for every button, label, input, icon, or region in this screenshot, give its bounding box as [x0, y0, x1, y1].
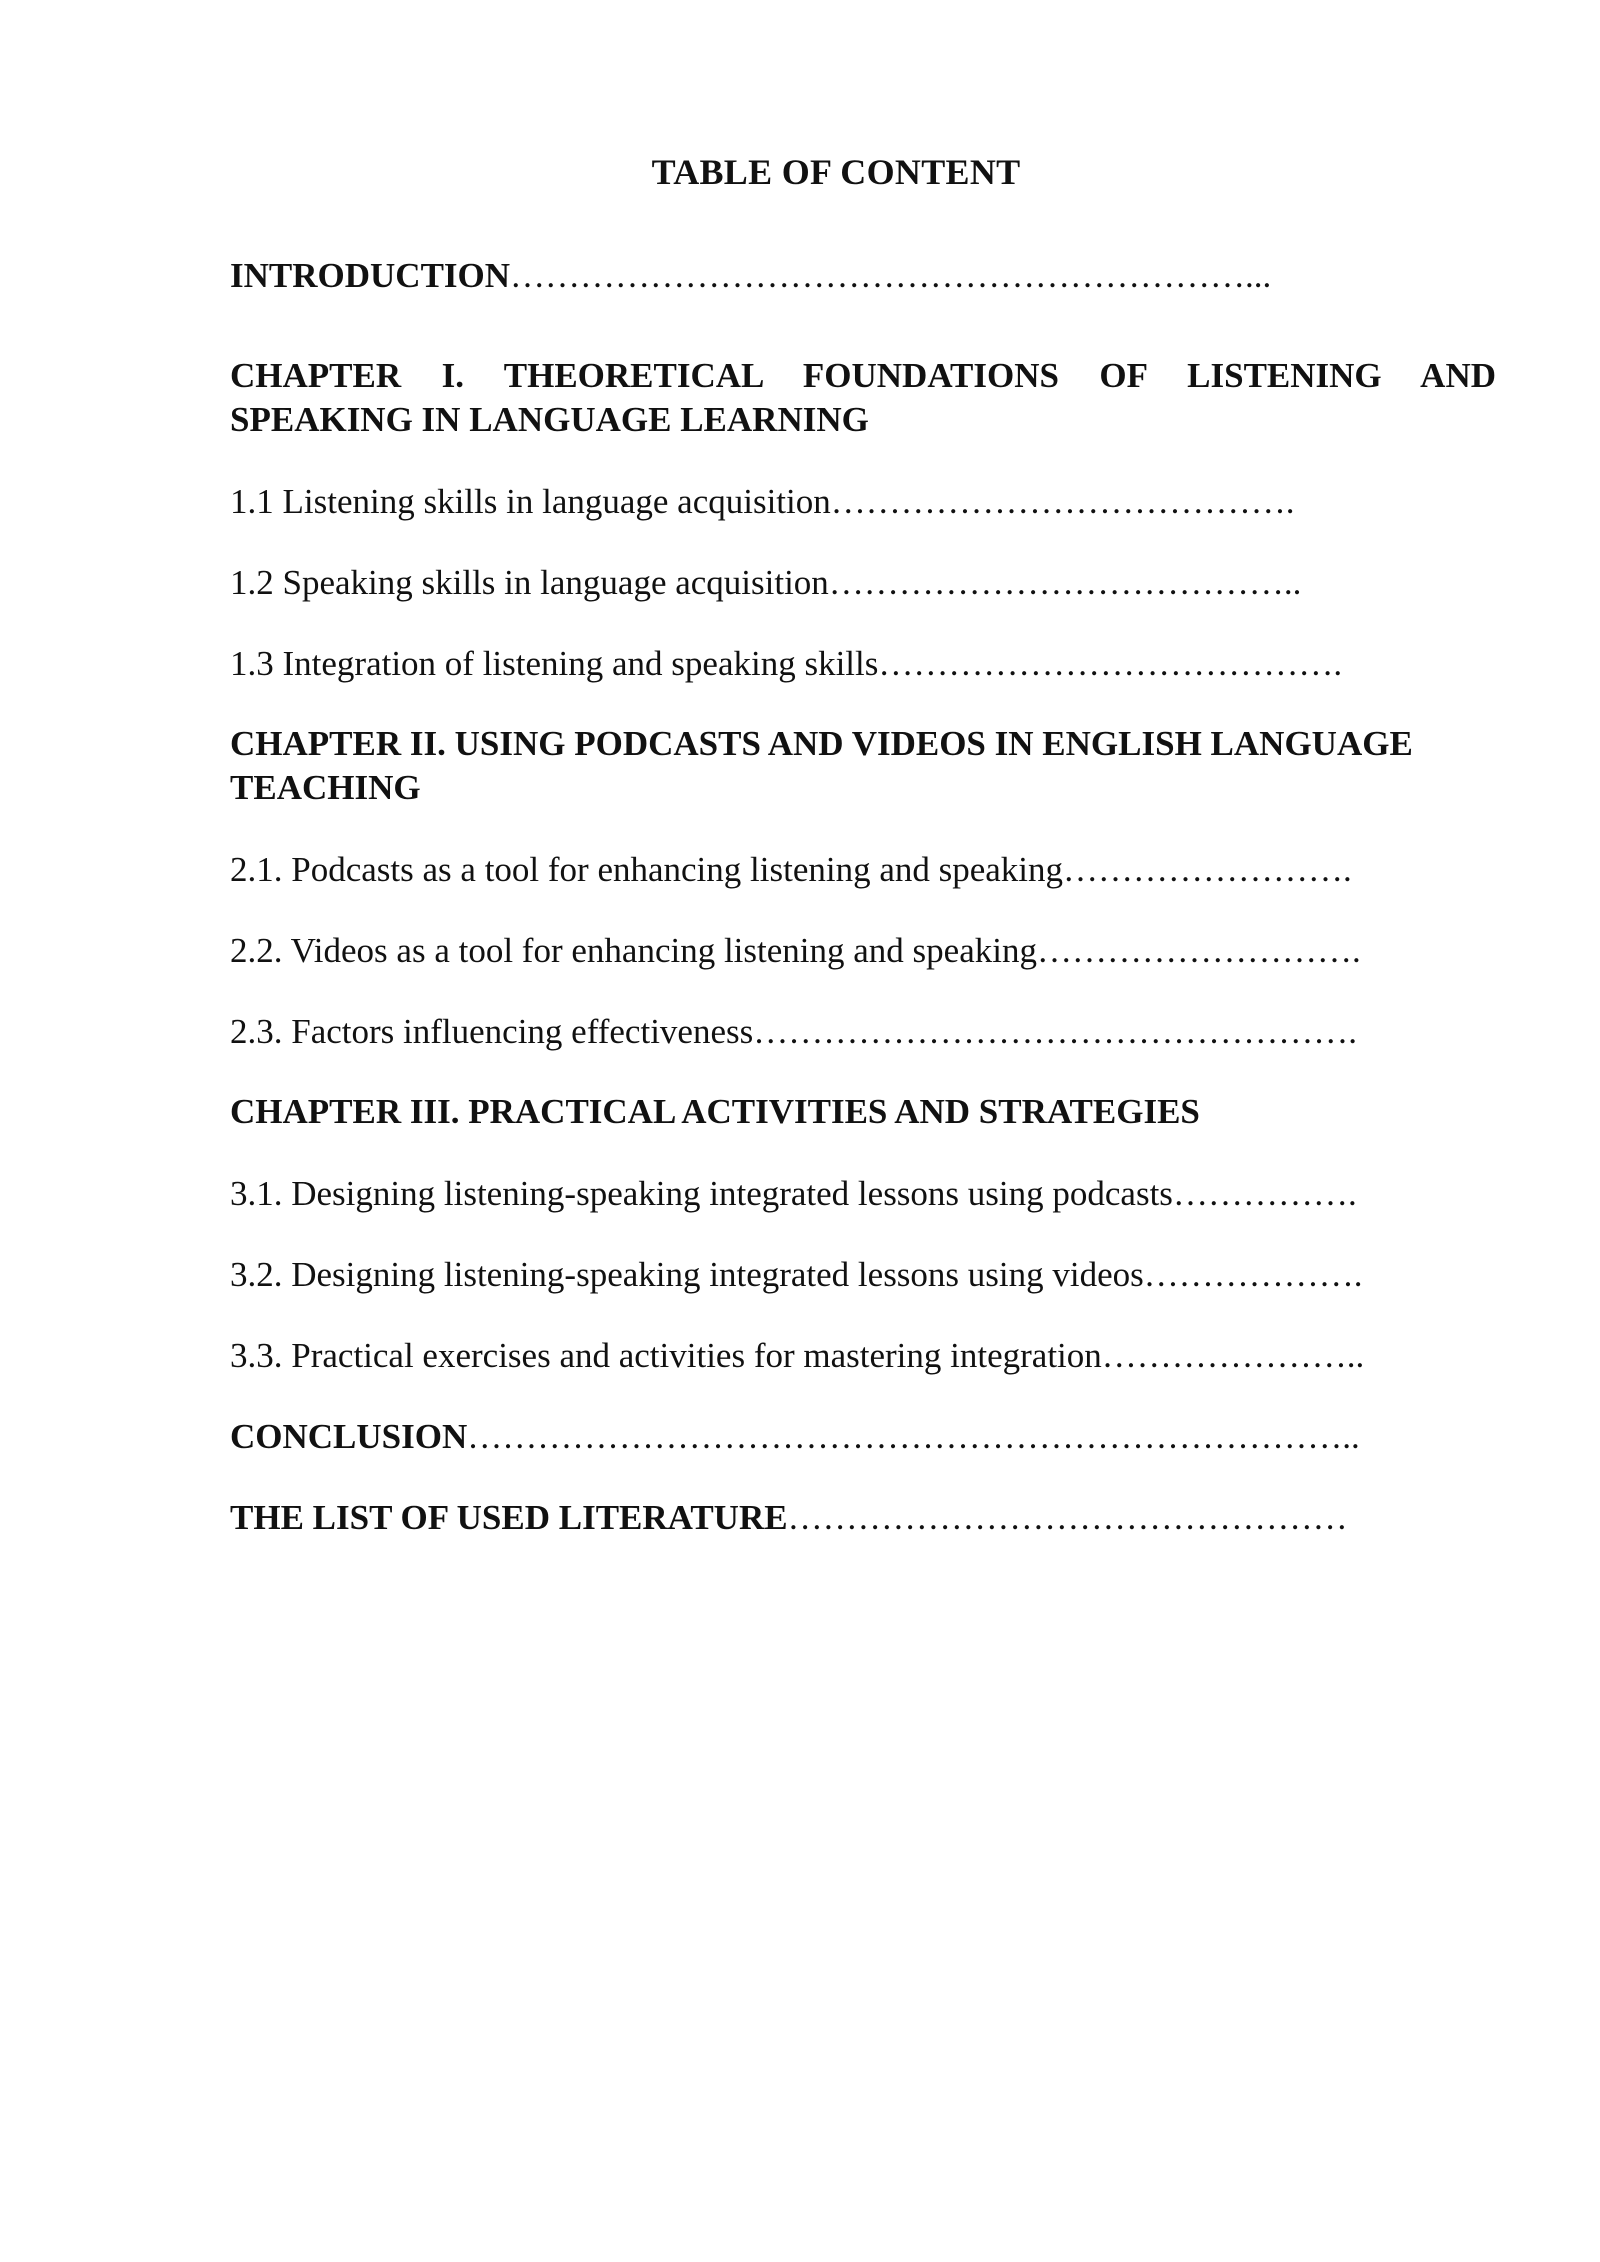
toc-entry-1-2: [230, 561, 1496, 605]
toc-leader-dots: …………………………………………: [787, 1498, 1348, 1537]
toc-leader-dots: …………………………………………………………………..: [467, 1417, 1360, 1456]
toc-entry-text: 3.3. Practical exercises and activities for mastering integration: [230, 1336, 1102, 1375]
toc-entry-text: 1.1 Listening skills in language acquisition: [230, 482, 831, 521]
toc-leader-dots: …………………….: [1063, 850, 1352, 889]
toc-entry-text: CHAPTER II. USING PODCASTS AND VIDEOS IN ENGLISH LANGUAGE TEACHING: [230, 724, 1413, 807]
toc-leader-dots: …………………………………………….: [753, 1012, 1357, 1051]
toc-entry-text: 2.1. Podcasts as a tool for enhancing listening and speaking: [230, 850, 1064, 889]
toc-leader-dots: ……………………….: [1036, 931, 1361, 970]
toc-entry-text: 1.3 Integration of listening and speaking skills: [230, 644, 879, 683]
toc-entry-2-3: [230, 1010, 1496, 1054]
toc-entry-3-1: [230, 1172, 1496, 1216]
toc-entry-2-2: [230, 929, 1496, 973]
page-title: TABLE OF CONTENT: [651, 152, 1021, 192]
toc-entry-chapter-3: [230, 1090, 1496, 1134]
toc-entry-chapter-2: [230, 722, 1500, 810]
toc-leader-dots: ……………….: [1143, 1255, 1363, 1294]
toc-entry-conclusion: [230, 1415, 1496, 1459]
toc-entry-1-3: [230, 642, 1496, 686]
toc-entry-text: 2.2. Videos as a tool for enhancing listening and speaking: [230, 931, 1037, 970]
toc-entry-text: CHAPTER I. THEORETICAL FOUNDATIONS OF LISTENING AND SPEAKING IN LANGUAGE LEARNING: [230, 356, 1496, 439]
toc-entry-literature: [230, 1496, 1496, 1540]
toc-leader-dots: …………………..: [1101, 1336, 1365, 1375]
toc-leader-dots: …………………………………..: [828, 563, 1302, 602]
toc-entry-3-2: [230, 1253, 1496, 1297]
toc-entry-2-1: [230, 848, 1496, 892]
toc-entry-text: 1.2 Speaking skills in language acquisition: [230, 563, 829, 602]
toc-entry-text: CHAPTER III. PRACTICAL ACTIVITIES AND STRATEGIES: [230, 1092, 1200, 1131]
toc-leader-dots: …………….: [1172, 1174, 1357, 1213]
toc-entry-text: THE LIST OF USED LITERATURE: [230, 1498, 788, 1537]
toc-entry-chapter-1: [230, 354, 1496, 442]
toc-entry-1-1: [230, 480, 1496, 524]
toc-leader-dots: ………………………………….: [830, 482, 1295, 521]
toc-entry-text: 3.2. Designing listening-speaking integrated lessons using videos: [230, 1255, 1144, 1294]
toc-leader-dots: ………………………………………………………...: [510, 256, 1272, 295]
toc-entry-3-3: [230, 1334, 1496, 1378]
toc-entry-text: INTRODUCTION: [230, 256, 511, 295]
toc-leader-dots: ………………………………….: [878, 644, 1343, 683]
toc-entry-text: CONCLUSION: [230, 1417, 468, 1456]
toc-entry-introduction: [230, 254, 1496, 298]
toc-entry-text: 3.1. Designing listening-speaking integrated lessons using podcasts: [230, 1174, 1173, 1213]
toc-entry-text: 2.3. Factors influencing effectiveness: [230, 1012, 754, 1051]
